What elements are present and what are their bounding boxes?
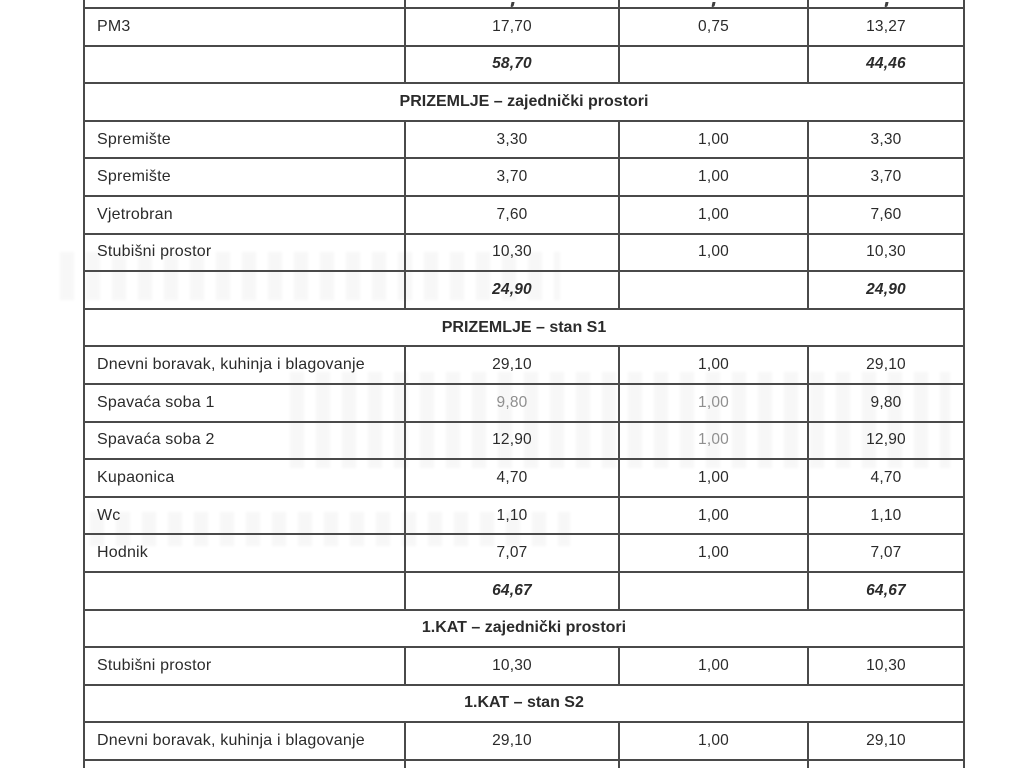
- coefficient-cell: [620, 272, 809, 308]
- table-row: [85, 423, 963, 461]
- table-row: [85, 159, 963, 197]
- coefficient-cell: 1,00: [620, 648, 809, 684]
- table-row: [85, 648, 963, 686]
- cropped-digit-remnant: [510, 2, 514, 7]
- reduced-area-cell: 9,80: [870, 393, 902, 411]
- room-name-cell: Kupaonica: [85, 460, 406, 496]
- room-name-cell: Hodnik: [85, 535, 406, 571]
- room-name-cell: Dnevni boravak, kuhinja i blagovanje: [85, 723, 406, 759]
- room-name-cell: [85, 573, 406, 609]
- room-name-cell: [85, 47, 406, 83]
- area-cell: [406, 761, 620, 768]
- reduced-area-subtotal-cell: 24,90: [866, 280, 906, 298]
- area-cell: 9,80: [406, 385, 620, 421]
- coefficient-cell: [620, 761, 809, 768]
- room-name-cell: Spremište: [85, 122, 406, 158]
- area-subtotal-cell: 24,90: [406, 272, 620, 308]
- reduced-area-cell: 7,07: [870, 544, 902, 562]
- area-cell: [406, 0, 620, 7]
- area-subtotal-cell: 58,70: [406, 47, 620, 83]
- subtotal-row: [85, 272, 963, 310]
- room-areas-table: [83, 0, 965, 768]
- table-row-cropped: [85, 0, 963, 9]
- table-row: [85, 535, 963, 573]
- subtotal-row: [85, 47, 963, 85]
- table-row: [85, 498, 963, 536]
- area-cell: 12,90: [406, 423, 620, 459]
- table-row: [85, 122, 963, 160]
- table-row: [85, 460, 963, 498]
- coefficient-cell: [620, 47, 809, 83]
- section-header-label: 1.KAT – stan S2: [464, 694, 584, 712]
- area-cell: 29,10: [406, 347, 620, 383]
- area-cell: 3,30: [406, 122, 620, 158]
- room-name-cell: Spavaća soba 2: [85, 423, 406, 459]
- section-header-row: [85, 84, 963, 122]
- reduced-area-subtotal-cell: 44,46: [866, 55, 906, 73]
- coefficient-cell: 1,00: [620, 460, 809, 496]
- area-cell: 7,07: [406, 535, 620, 571]
- reduced-area-cell: [809, 0, 963, 7]
- reduced-area-cell: 10,30: [866, 243, 906, 261]
- table-row: [85, 385, 963, 423]
- area-cell: 10,30: [406, 235, 620, 271]
- coefficient-cell: 1,00: [620, 385, 809, 421]
- area-cell: 10,30: [406, 648, 620, 684]
- room-name-cell: [85, 0, 406, 7]
- reduced-area-cell: 7,60: [870, 205, 902, 223]
- reduced-area-cell: 3,70: [870, 168, 902, 186]
- coefficient-cell: [620, 573, 809, 609]
- area-cell: 7,60: [406, 197, 620, 233]
- coefficient-cell: 1,00: [620, 197, 809, 233]
- cropped-digit-remnant: [711, 2, 715, 7]
- table-row: [85, 723, 963, 761]
- room-name-cell: Vjetrobran: [85, 197, 406, 233]
- coefficient-cell: 0,75: [620, 9, 809, 45]
- area-cell: 17,70: [406, 9, 620, 45]
- section-header-label: 1.KAT – zajednički prostori: [421, 619, 627, 637]
- reduced-area-cell: 3,30: [870, 130, 902, 148]
- room-name-cell: [85, 761, 406, 768]
- section-header-label: PRIZEMLJE – stan S1: [441, 318, 607, 336]
- coefficient-cell: 1,00: [620, 159, 809, 195]
- table-row: [85, 9, 963, 47]
- coefficient-cell: 1,00: [620, 535, 809, 571]
- reduced-area-subtotal-cell: 64,67: [866, 581, 906, 599]
- reduced-area-cell: 1,10: [870, 506, 902, 524]
- table-row: [85, 347, 963, 385]
- reduced-area-cell: 4,70: [870, 468, 902, 486]
- room-name-cell: Wc: [85, 498, 406, 534]
- room-name-cell: Spavaća soba 1: [85, 385, 406, 421]
- area-subtotal-cell: 64,67: [406, 573, 620, 609]
- cropped-digit-remnant: [884, 2, 888, 7]
- reduced-area-cell: 29,10: [866, 732, 906, 750]
- room-name-cell: Dnevni boravak, kuhinja i blagovanje: [85, 347, 406, 383]
- section-header-label: PRIZEMLJE – zajednički prostori: [399, 92, 649, 110]
- section-header-row: [85, 611, 963, 649]
- reduced-area-cell: 29,10: [866, 356, 906, 374]
- subtotal-row: [85, 573, 963, 611]
- reduced-area-cell: [809, 761, 963, 768]
- table-row: [85, 235, 963, 273]
- room-name-cell: PM3: [85, 9, 406, 45]
- area-cell: 3,70: [406, 159, 620, 195]
- section-header-row: [85, 310, 963, 348]
- coefficient-cell: [620, 0, 809, 7]
- room-name-cell: [85, 272, 406, 308]
- coefficient-cell: 1,00: [620, 235, 809, 271]
- coefficient-cell: 1,00: [620, 122, 809, 158]
- coefficient-cell: 1,00: [620, 498, 809, 534]
- coefficient-cell: 1,00: [620, 347, 809, 383]
- room-name-cell: Stubišni prostor: [85, 648, 406, 684]
- reduced-area-cell: 10,30: [866, 656, 906, 674]
- area-cell: 4,70: [406, 460, 620, 496]
- section-header-row: [85, 686, 963, 724]
- room-name-cell: Stubišni prostor: [85, 235, 406, 271]
- coefficient-cell: 1,00: [620, 723, 809, 759]
- coefficient-cell: 1,00: [620, 423, 809, 459]
- area-cell: 29,10: [406, 723, 620, 759]
- table-row: [85, 197, 963, 235]
- area-cell: 1,10: [406, 498, 620, 534]
- table-row-cropped: [85, 761, 963, 768]
- reduced-area-cell: 13,27: [866, 17, 906, 35]
- room-name-cell: Spremište: [85, 159, 406, 195]
- reduced-area-cell: 12,90: [866, 431, 906, 449]
